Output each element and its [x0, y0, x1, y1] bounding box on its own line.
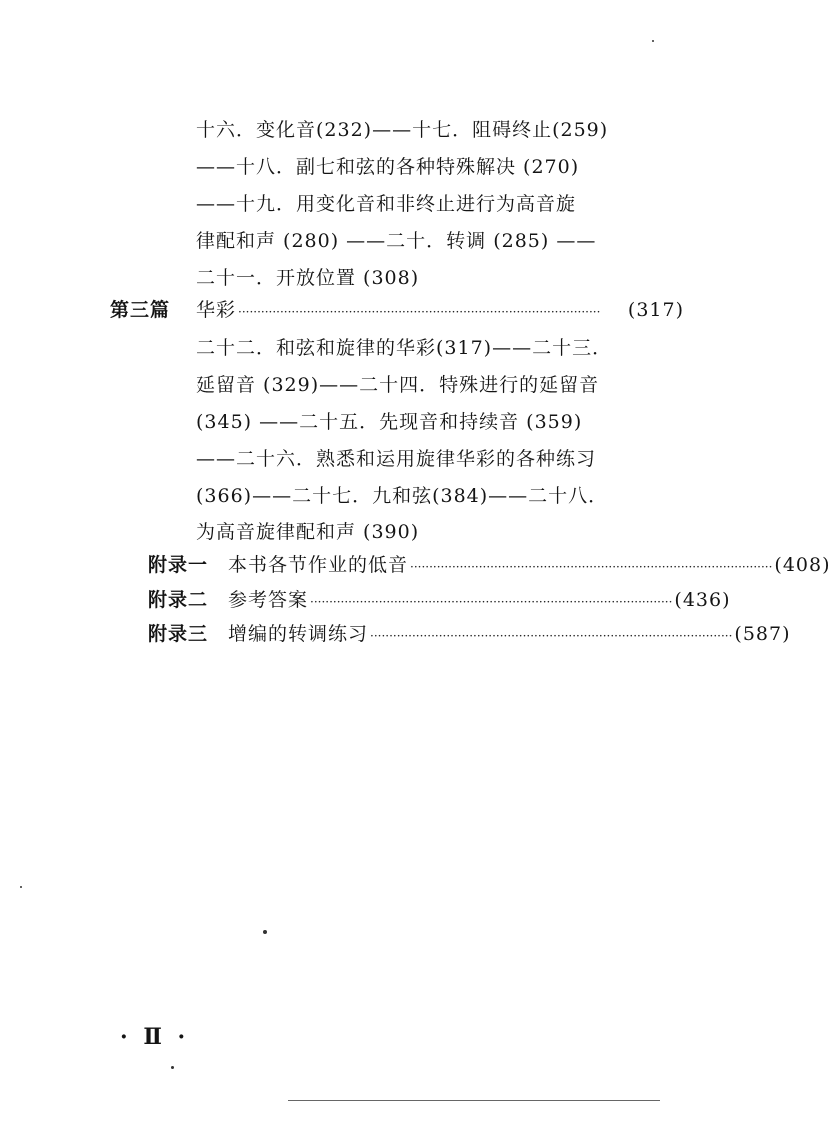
page-number: · Ⅱ · — [120, 1024, 190, 1050]
dot-leader: ······························································································· — [370, 629, 733, 643]
dot-leader: ······························································································· — [310, 595, 673, 609]
appendix-label: 附录二 — [148, 589, 209, 611]
toc-entry-appendix-3[interactable] — [148, 622, 791, 648]
toc-line: ——二十六．熟悉和运用旋律华彩的各种练习 — [196, 448, 597, 470]
appendix-label: 附录三 — [148, 623, 209, 645]
scan-edge-line — [288, 1100, 660, 1101]
toc-entry-part3[interactable] — [110, 298, 684, 324]
scan-speck — [20, 886, 22, 888]
toc-line: 律配和声 (280) ——二十．转调 (285) —— — [196, 230, 597, 252]
part-label: 第三篇 — [110, 299, 171, 321]
dot-leader: ······························································································· — [238, 305, 601, 319]
scan-speck — [263, 930, 267, 934]
appendix-label: 附录一 — [148, 554, 209, 576]
toc-line: ——十八．副七和弦的各种特殊解决 (270) — [196, 156, 580, 178]
page-ref: (436) — [674, 589, 731, 611]
dot-leader: ······························································································· — [410, 560, 773, 574]
page-ref: (408) — [774, 554, 831, 576]
page-ref: (587) — [734, 623, 791, 645]
appendix-title: 增编的转调练习 — [228, 623, 369, 645]
appendix-title: 本书各节作业的低音 — [228, 554, 409, 576]
toc-line: 二十一．开放位置 (308) — [196, 267, 420, 289]
appendix-title: 参考答案 — [228, 589, 309, 611]
scan-speck — [171, 1066, 174, 1069]
toc-line: (366)——二十七．九和弦(384)——二十八． — [196, 485, 609, 507]
toc-entry-appendix-1[interactable] — [148, 553, 831, 579]
toc-line: 延留音 (329)——二十四．特殊进行的延留音 — [196, 374, 600, 396]
toc-line: 十六．变化音(232)——十七．阻碍终止(259) — [196, 119, 609, 141]
toc-line: (345) ——二十五．先现音和持续音 (359) — [196, 411, 583, 433]
page-ref: (317) — [627, 299, 684, 321]
toc-line: ——十九．用变化音和非终止进行为高音旋 — [196, 193, 577, 215]
part-title: 华彩 — [196, 299, 237, 321]
toc-entry-appendix-2[interactable] — [148, 588, 731, 614]
scan-speck — [652, 40, 654, 42]
toc-line: 为高音旋律配和声 (390) — [196, 521, 420, 543]
toc-line: 二十二．和弦和旋律的华彩(317)——二十三． — [196, 337, 613, 359]
